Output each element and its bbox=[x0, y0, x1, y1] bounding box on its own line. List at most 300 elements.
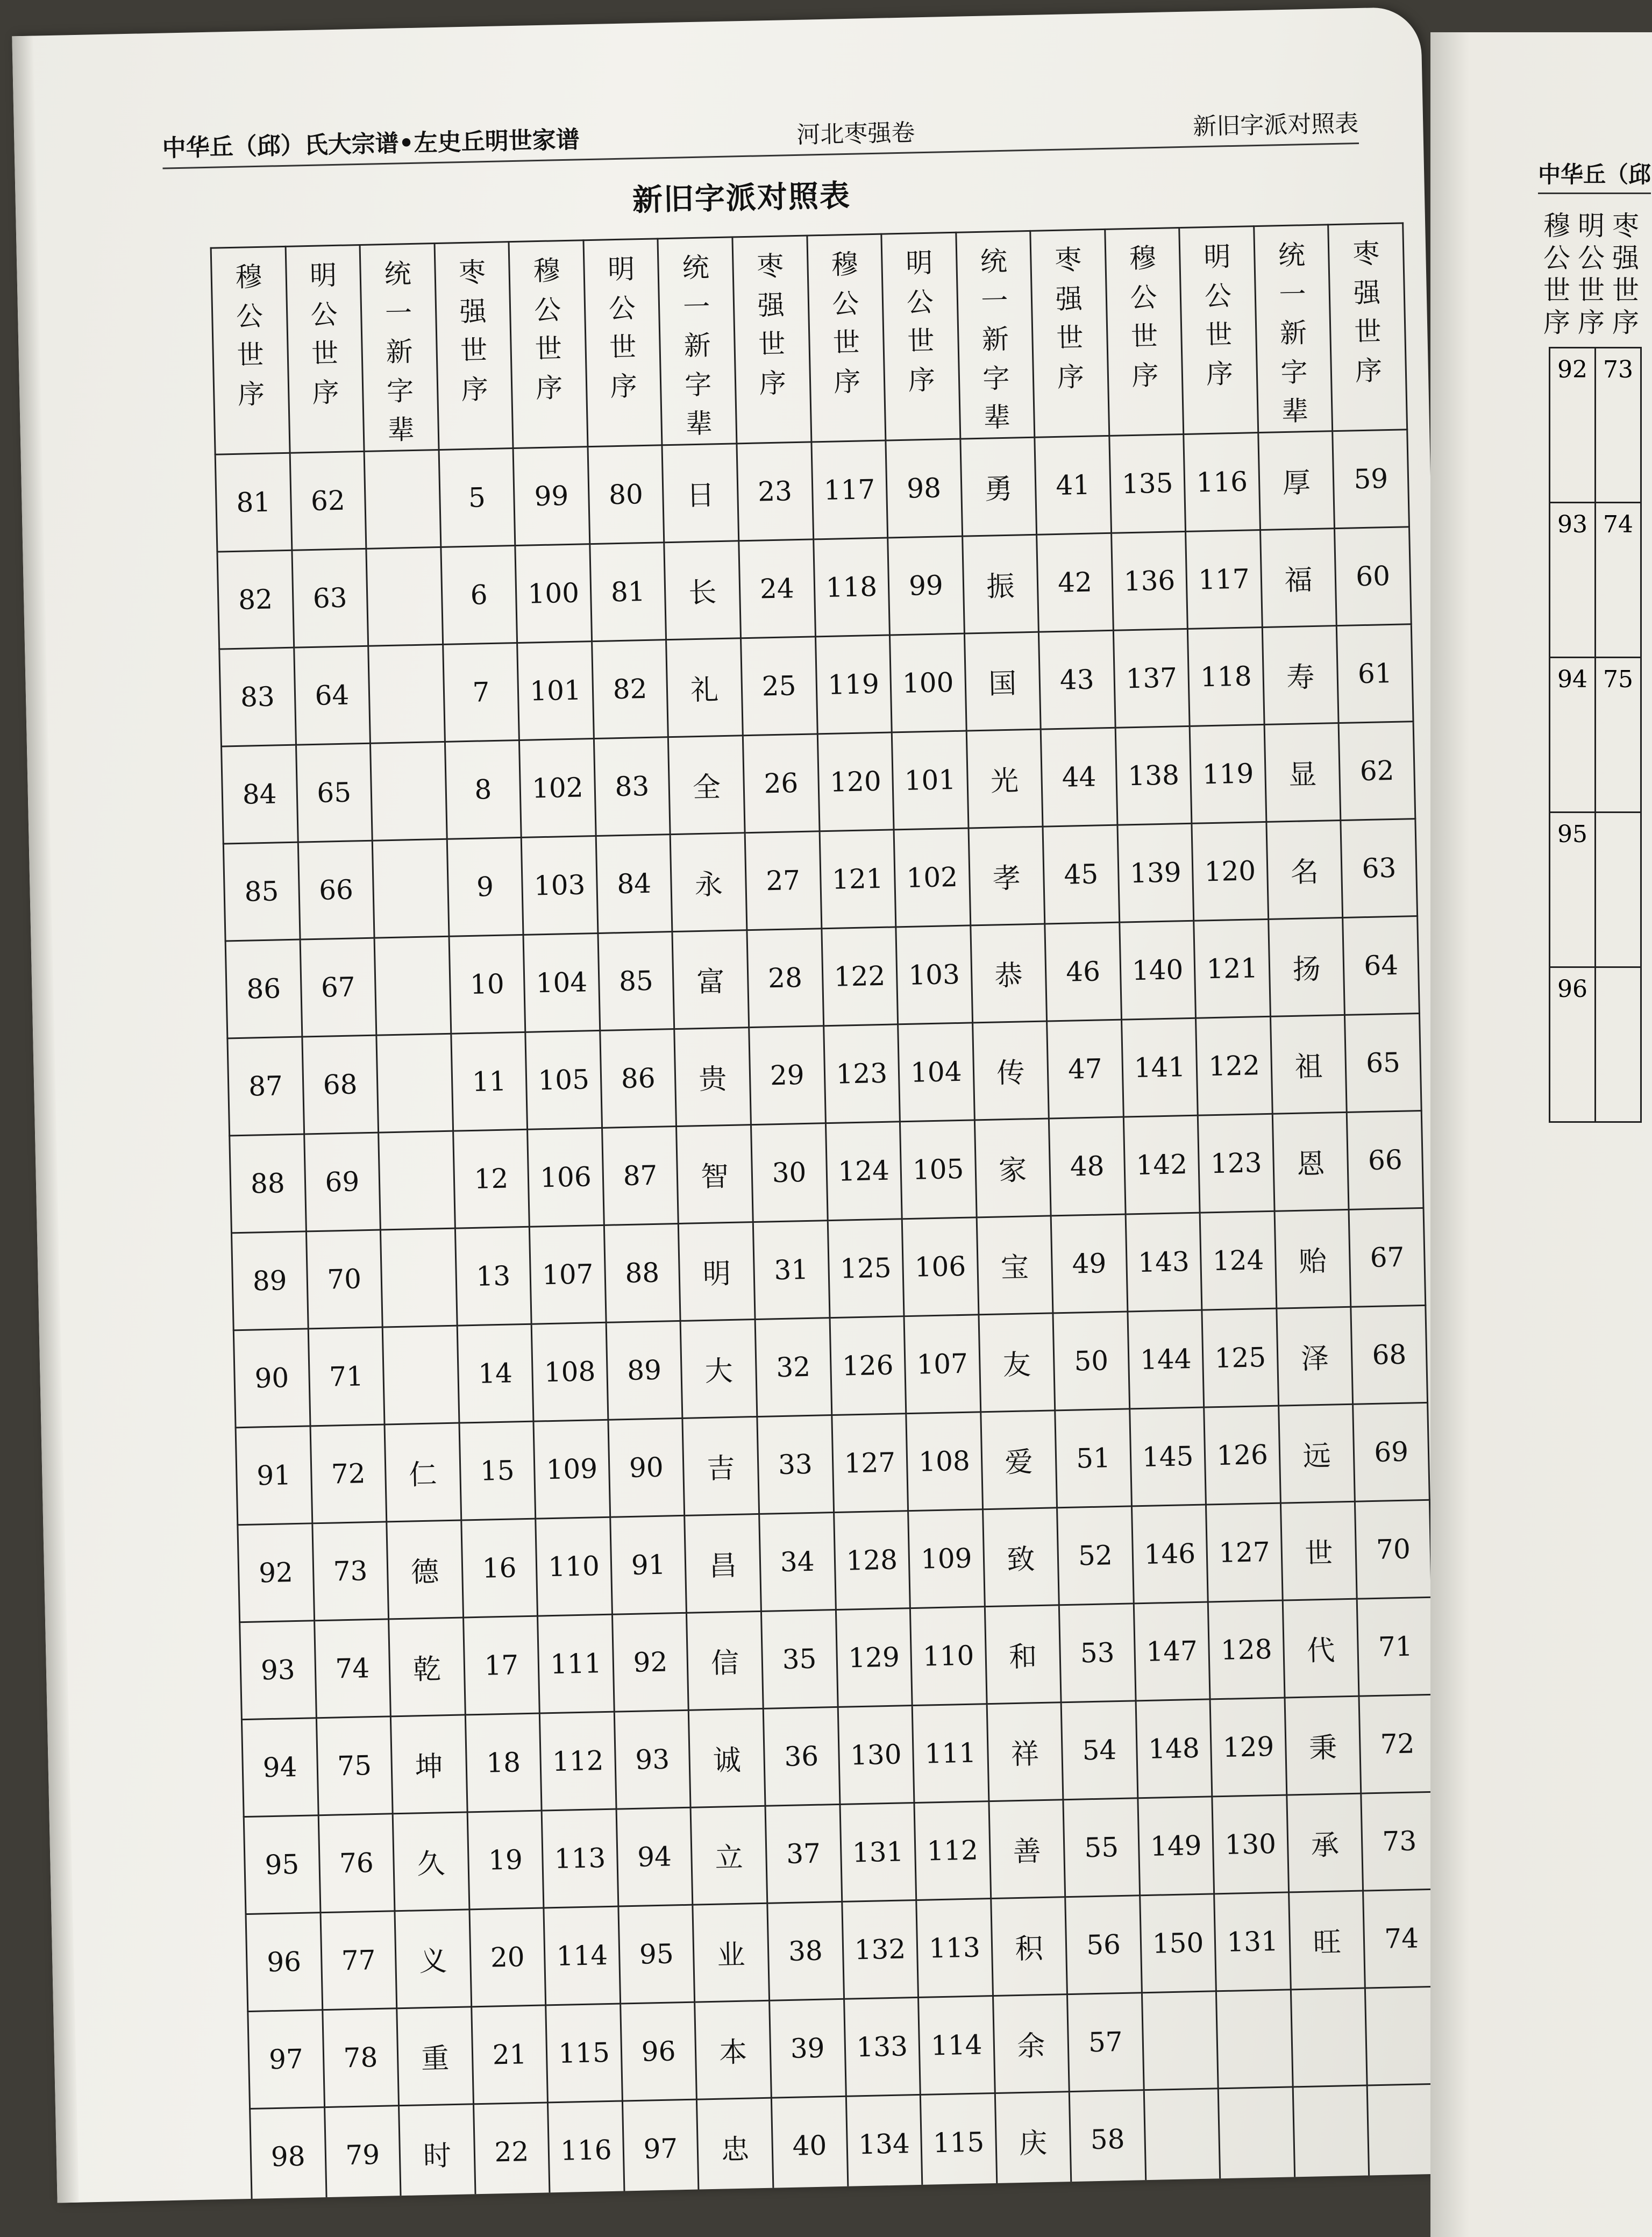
table-cell: 68 bbox=[302, 1035, 378, 1134]
column-header-label: 明公世序 bbox=[309, 259, 340, 409]
table-cell: 127 bbox=[1206, 1503, 1283, 1602]
table-cell: 104 bbox=[898, 1022, 974, 1121]
table-cell: 125 bbox=[828, 1219, 904, 1317]
column-header bbox=[211, 246, 290, 454]
table-cell: 121 bbox=[820, 829, 896, 928]
table-cell bbox=[366, 547, 443, 646]
table-cell: 7 bbox=[443, 643, 519, 742]
table-cell: 友 bbox=[979, 1313, 1055, 1412]
table-cell: 115 bbox=[920, 2093, 996, 2192]
table-cell: 108 bbox=[906, 1412, 982, 1511]
table-cell: 67 bbox=[300, 938, 376, 1037]
table-cell: 132 bbox=[842, 1900, 918, 1999]
table-cell: 56 bbox=[1065, 1895, 1142, 1994]
table-cell: 112 bbox=[914, 1801, 991, 1900]
table-cell: 爱 bbox=[980, 1410, 1057, 1509]
book-gutter bbox=[12, 36, 79, 2203]
table-cell: 礼 bbox=[666, 638, 743, 737]
table-cell bbox=[372, 839, 448, 938]
table-cell: 137 bbox=[1113, 629, 1190, 728]
table-cell: 121 bbox=[1194, 919, 1270, 1018]
table-cell: 长 bbox=[664, 540, 740, 639]
table-cell: 110 bbox=[910, 1606, 986, 1705]
table-cell: 142 bbox=[1123, 1115, 1200, 1214]
table-cell: 10 bbox=[449, 935, 525, 1034]
column-header-label: 枣强世序 bbox=[756, 250, 787, 399]
table-cell: 祥 bbox=[987, 1702, 1063, 1801]
column-header bbox=[286, 245, 365, 452]
table-cell: 85 bbox=[223, 842, 300, 941]
table-cell: 和 bbox=[985, 1605, 1061, 1704]
column-header bbox=[583, 239, 663, 446]
table-cell: 110 bbox=[536, 1517, 612, 1616]
table-cell: 业 bbox=[693, 1903, 769, 2002]
table-cell: 42 bbox=[1037, 533, 1113, 632]
table-cell: 24 bbox=[739, 539, 815, 638]
table-cell: 125 bbox=[1202, 1308, 1278, 1407]
table-cell: 48 bbox=[1049, 1117, 1126, 1216]
table-cell: 65 bbox=[296, 743, 372, 842]
table-cell: 77 bbox=[321, 1911, 397, 2010]
table-cell: 13 bbox=[455, 1227, 531, 1326]
table-cell: 47 bbox=[1047, 1020, 1123, 1118]
table-cell: 102 bbox=[894, 828, 970, 927]
table-cell: 25 bbox=[740, 636, 817, 735]
table-cell bbox=[368, 644, 445, 743]
table-cell: 73 bbox=[1361, 1792, 1437, 1891]
table-cell: 84 bbox=[222, 745, 298, 844]
right-page-header-line: 序序序 bbox=[1543, 307, 1647, 338]
right-page-header-line: 穆明枣 bbox=[1543, 210, 1647, 241]
table-cell: 109 bbox=[533, 1420, 610, 1519]
table-cell: 94 bbox=[616, 1807, 693, 1906]
table-cell: 振 bbox=[962, 535, 1038, 633]
table-cell bbox=[379, 1131, 455, 1230]
table-cell: 89 bbox=[606, 1321, 682, 1420]
table-cell bbox=[1216, 1989, 1293, 2088]
table-cell: 71 bbox=[1357, 1597, 1434, 1696]
table-cell: 祖 bbox=[1270, 1015, 1347, 1114]
table-cell: 吉 bbox=[682, 1416, 759, 1515]
table-cell: 34 bbox=[759, 1512, 836, 1611]
column-header bbox=[1179, 226, 1258, 434]
table-cell bbox=[371, 742, 447, 840]
right-page-table bbox=[1549, 347, 1642, 1123]
table-cell: 19 bbox=[467, 1811, 544, 1910]
table-cell: 130 bbox=[1212, 1795, 1288, 1894]
table-cell: 64 bbox=[1343, 916, 1419, 1015]
table-cell: 126 bbox=[1204, 1406, 1280, 1505]
table-cell: 88 bbox=[604, 1223, 680, 1322]
table-cell: 久 bbox=[393, 1812, 469, 1911]
generation-comparison-table bbox=[210, 222, 1445, 2203]
table-cell: 68 bbox=[1351, 1305, 1427, 1404]
table-cell: 126 bbox=[830, 1316, 906, 1415]
table-cell: 53 bbox=[1059, 1603, 1135, 1702]
table-cell: 家 bbox=[974, 1118, 1051, 1217]
table-cell: 69 bbox=[1353, 1402, 1429, 1501]
table-cell: 147 bbox=[1134, 1601, 1210, 1700]
table-cell: 86 bbox=[225, 939, 302, 1038]
table-cell: 103 bbox=[521, 836, 597, 935]
column-header bbox=[1030, 229, 1109, 437]
table-cell: 12 bbox=[453, 1129, 529, 1228]
table-cell: 72 bbox=[310, 1424, 387, 1523]
table-cell: 138 bbox=[1115, 726, 1192, 825]
table-cell: 74 bbox=[1363, 1889, 1440, 1988]
table-header-row bbox=[211, 223, 1407, 454]
table-cell: 27 bbox=[745, 831, 821, 930]
right-page bbox=[1430, 32, 1652, 2237]
table-cell: 18 bbox=[465, 1713, 542, 1812]
table-cell: 光 bbox=[966, 729, 1043, 828]
table-cell: 本 bbox=[695, 2000, 771, 2099]
table-cell: 39 bbox=[770, 1999, 846, 2098]
table-cell: 宝 bbox=[977, 1215, 1053, 1314]
table-cell: 131 bbox=[1214, 1892, 1291, 1991]
table-cell: 150 bbox=[1140, 1893, 1216, 1992]
table-cell: 95 bbox=[618, 1905, 695, 2004]
table-cell: 66 bbox=[298, 840, 374, 939]
table-cell: 140 bbox=[1119, 921, 1195, 1020]
table-cell: 孝 bbox=[969, 827, 1045, 925]
table-cell: 63 bbox=[291, 548, 368, 647]
table-cell: 118 bbox=[813, 538, 889, 637]
table-cell: 明 bbox=[679, 1222, 755, 1321]
table-cell: 30 bbox=[751, 1123, 827, 1222]
table-cell: 84 bbox=[596, 834, 672, 933]
table-cell: 105 bbox=[900, 1120, 976, 1219]
table-cell: 余 bbox=[993, 1994, 1069, 2093]
column-header bbox=[1254, 225, 1333, 432]
table-cell: 134 bbox=[846, 2094, 922, 2193]
table-cell: 106 bbox=[902, 1217, 978, 1316]
right-cell: 95 bbox=[1550, 813, 1596, 967]
table-cell: 45 bbox=[1043, 825, 1119, 924]
table-cell: 庆 bbox=[995, 2091, 1071, 2190]
column-header bbox=[1105, 228, 1184, 436]
table-cell: 65 bbox=[1345, 1013, 1421, 1112]
table-cell: 贻 bbox=[1274, 1209, 1351, 1308]
table-cell: 87 bbox=[602, 1126, 678, 1225]
left-page bbox=[12, 7, 1466, 2203]
table-cell: 62 bbox=[1339, 721, 1415, 820]
table-cell bbox=[381, 1228, 457, 1327]
table-cell bbox=[1144, 2088, 1220, 2187]
table-cell: 6 bbox=[441, 545, 517, 644]
table-cell: 秉 bbox=[1285, 1696, 1361, 1795]
table-cell: 69 bbox=[304, 1132, 380, 1231]
column-header-label: 穆公世序 bbox=[1129, 242, 1159, 391]
table-cell: 5 bbox=[439, 448, 515, 547]
table-cell: 38 bbox=[767, 1901, 844, 2000]
table-cell: 寿 bbox=[1262, 625, 1338, 724]
table-cell: 100 bbox=[890, 633, 966, 732]
table-cell: 代 bbox=[1283, 1599, 1359, 1698]
table-cell: 143 bbox=[1126, 1213, 1202, 1312]
table-cell: 60 bbox=[1335, 526, 1411, 625]
table-cell: 世 bbox=[1280, 1501, 1357, 1600]
column-header bbox=[360, 244, 439, 451]
table-cell: 旺 bbox=[1288, 1891, 1365, 1990]
table-title: 新旧字派对照表 bbox=[632, 178, 851, 218]
table-cell: 128 bbox=[1208, 1600, 1285, 1699]
right-page-header: 中华丘（邱 bbox=[1538, 157, 1651, 194]
table-cell: 59 bbox=[1333, 429, 1409, 528]
table-cell: 74 bbox=[314, 1619, 390, 1718]
table-cell: 79 bbox=[324, 2105, 401, 2203]
right-page-header-line: 世世世 bbox=[1543, 275, 1647, 306]
table-cell: 61 bbox=[1337, 624, 1413, 723]
table-cell: 21 bbox=[471, 2005, 547, 2104]
table-cell: 恭 bbox=[970, 924, 1046, 1023]
table-cell: 33 bbox=[757, 1415, 834, 1514]
column-header-label: 穆公世序 bbox=[533, 255, 563, 404]
table-cell: 66 bbox=[1347, 1110, 1423, 1209]
right-cell: 93 bbox=[1550, 503, 1596, 658]
table-cell: 忠 bbox=[697, 2098, 773, 2197]
column-header bbox=[658, 237, 737, 445]
table-cell: 31 bbox=[753, 1220, 829, 1319]
table-cell: 96 bbox=[246, 1912, 322, 2011]
table-cell bbox=[1293, 2085, 1369, 2184]
table-cell: 92 bbox=[612, 1613, 688, 1712]
table-cell: 72 bbox=[1359, 1694, 1435, 1793]
table-cell: 106 bbox=[528, 1128, 604, 1227]
table-cell: 123 bbox=[823, 1024, 900, 1123]
table-cell: 70 bbox=[306, 1230, 382, 1329]
table-cell: 41 bbox=[1035, 436, 1111, 535]
table-cell: 67 bbox=[1349, 1208, 1425, 1307]
table-cell: 93 bbox=[240, 1620, 316, 1719]
column-header-label: 统一新字辈 bbox=[384, 258, 415, 446]
table-cell: 97 bbox=[622, 2099, 699, 2198]
column-header bbox=[807, 234, 886, 441]
table-cell: 78 bbox=[322, 2008, 398, 2107]
column-header bbox=[1328, 223, 1407, 431]
table-cell: 46 bbox=[1045, 922, 1121, 1021]
table-cell: 58 bbox=[1069, 2090, 1145, 2189]
table-cell: 仁 bbox=[384, 1423, 461, 1522]
table-cell: 99 bbox=[888, 536, 964, 635]
table-cell: 111 bbox=[912, 1704, 988, 1803]
column-header-label: 明公世序 bbox=[905, 247, 936, 396]
table-cell: 远 bbox=[1279, 1404, 1355, 1503]
table-cell: 105 bbox=[525, 1030, 602, 1129]
column-header-label: 明公世序 bbox=[607, 253, 638, 402]
table-cell: 40 bbox=[771, 2096, 848, 2195]
table-cell: 80 bbox=[588, 445, 664, 544]
table-cell: 108 bbox=[531, 1322, 608, 1421]
right-cell: 94 bbox=[1550, 658, 1596, 813]
table-cell: 122 bbox=[821, 927, 898, 1025]
table-cell: 16 bbox=[461, 1519, 537, 1618]
table-cell: 49 bbox=[1051, 1214, 1127, 1313]
table-cell: 70 bbox=[1355, 1500, 1432, 1599]
table-cell: 98 bbox=[886, 439, 962, 538]
table-cell: 全 bbox=[668, 735, 745, 834]
table-cell bbox=[364, 450, 440, 548]
table-cell: 44 bbox=[1041, 728, 1117, 827]
table-cell: 20 bbox=[469, 1907, 546, 2006]
table-cell: 120 bbox=[1192, 822, 1268, 921]
table-cell: 福 bbox=[1260, 528, 1336, 627]
table-cell: 115 bbox=[546, 2004, 622, 2103]
table-cell: 124 bbox=[825, 1121, 902, 1220]
table-cell bbox=[1291, 1988, 1367, 2087]
table-cell: 14 bbox=[457, 1324, 533, 1423]
table-cell: 德 bbox=[387, 1520, 463, 1619]
table-cell: 93 bbox=[614, 1710, 690, 1809]
table-cell: 恩 bbox=[1272, 1112, 1349, 1211]
table-cell: 103 bbox=[896, 925, 972, 1024]
table-cell: 101 bbox=[892, 731, 968, 830]
table-cell: 智 bbox=[677, 1124, 753, 1223]
table-cell: 厚 bbox=[1258, 431, 1335, 530]
column-header bbox=[881, 232, 960, 440]
table-cell: 积 bbox=[991, 1897, 1067, 1996]
table-cell: 122 bbox=[1196, 1016, 1272, 1115]
table-cell: 乾 bbox=[389, 1618, 465, 1716]
right-cell: 74 bbox=[1596, 503, 1641, 658]
table-cell: 43 bbox=[1039, 630, 1115, 729]
column-header-label: 统一新字辈 bbox=[682, 252, 713, 440]
table-cell: 100 bbox=[515, 544, 592, 643]
table-cell: 52 bbox=[1057, 1506, 1134, 1605]
table-cell: 144 bbox=[1128, 1310, 1204, 1409]
table-cell: 名 bbox=[1266, 820, 1343, 919]
column-header bbox=[435, 242, 514, 450]
table-cell: 94 bbox=[241, 1718, 318, 1816]
table-cell: 63 bbox=[1341, 818, 1417, 917]
table-cell: 136 bbox=[1111, 531, 1187, 630]
table-cell: 123 bbox=[1198, 1114, 1274, 1213]
table-cell: 92 bbox=[238, 1523, 314, 1622]
table-cell: 91 bbox=[610, 1515, 687, 1614]
table-cell: 81 bbox=[590, 542, 666, 641]
table-cell: 86 bbox=[600, 1029, 677, 1128]
table-cell: 54 bbox=[1061, 1700, 1137, 1799]
column-header-label: 枣强世序 bbox=[1054, 244, 1085, 393]
table-cell: 116 bbox=[548, 2101, 624, 2200]
table-cell: 114 bbox=[918, 1996, 995, 2094]
table-cell: 119 bbox=[815, 635, 892, 733]
table-cell: 113 bbox=[916, 1898, 993, 1997]
table-cell: 130 bbox=[838, 1705, 914, 1804]
table-cell: 36 bbox=[763, 1707, 839, 1806]
table-cell: 139 bbox=[1117, 823, 1194, 922]
table-cell: 133 bbox=[844, 1997, 920, 2096]
table-cell: 62 bbox=[290, 451, 366, 550]
table-cell: 95 bbox=[244, 1815, 320, 1914]
header-section: 新旧字派对照表 bbox=[1192, 110, 1359, 141]
table-cell: 148 bbox=[1136, 1699, 1212, 1798]
table-cell: 89 bbox=[231, 1231, 308, 1330]
table-cell: 112 bbox=[540, 1712, 616, 1811]
table-cell: 信 bbox=[687, 1611, 763, 1710]
table-cell: 37 bbox=[765, 1804, 842, 1903]
table-cell: 大 bbox=[680, 1319, 757, 1418]
table-cell: 102 bbox=[519, 738, 596, 837]
column-header bbox=[956, 231, 1035, 438]
right-page-header-line: 公公强 bbox=[1543, 243, 1647, 274]
table-cell: 32 bbox=[755, 1317, 831, 1416]
table-cell: 26 bbox=[743, 733, 819, 832]
table-cell: 82 bbox=[592, 639, 668, 738]
table-cell: 承 bbox=[1287, 1793, 1363, 1892]
table-cell: 124 bbox=[1200, 1211, 1276, 1310]
table-cell: 96 bbox=[620, 2002, 696, 2101]
table-cell: 81 bbox=[215, 453, 291, 552]
table-cell: 76 bbox=[318, 1813, 395, 1912]
table-cell: 131 bbox=[839, 1803, 916, 1901]
table-cell: 坤 bbox=[390, 1714, 467, 1813]
column-header bbox=[509, 240, 588, 448]
table-cell: 17 bbox=[463, 1616, 539, 1715]
table-cell: 57 bbox=[1067, 1992, 1144, 2091]
table-cell: 107 bbox=[530, 1225, 606, 1324]
table-cell: 82 bbox=[217, 550, 294, 649]
table-cell: 104 bbox=[523, 933, 600, 1032]
table-cell: 90 bbox=[608, 1418, 685, 1517]
table-cell: 9 bbox=[447, 837, 523, 936]
header-volume: 河北枣强卷 bbox=[796, 119, 915, 149]
table-cell: 15 bbox=[459, 1421, 536, 1520]
table-cell: 50 bbox=[1053, 1312, 1129, 1410]
table-cell: 101 bbox=[517, 641, 594, 740]
right-cell: 75 bbox=[1596, 658, 1641, 813]
table-cell: 勇 bbox=[960, 437, 1036, 536]
table-cell: 泽 bbox=[1277, 1307, 1353, 1406]
table-cell: 71 bbox=[308, 1327, 384, 1426]
right-cell bbox=[1596, 967, 1641, 1122]
table-cell: 国 bbox=[964, 632, 1041, 731]
table-cell: 149 bbox=[1138, 1796, 1214, 1895]
table-cell bbox=[376, 1034, 453, 1132]
table-cell bbox=[1142, 1991, 1218, 2090]
table-cell bbox=[382, 1326, 459, 1424]
column-header-label: 穆公世序 bbox=[831, 248, 861, 398]
table-cell: 善 bbox=[989, 1799, 1065, 1898]
table-cell: 重 bbox=[397, 2006, 473, 2105]
table-cell: 135 bbox=[1109, 434, 1186, 533]
table-cell: 88 bbox=[230, 1134, 306, 1233]
right-cell: 73 bbox=[1596, 348, 1641, 503]
table-cell: 83 bbox=[219, 647, 296, 746]
running-header bbox=[162, 99, 1359, 169]
table-cell: 诚 bbox=[689, 1708, 765, 1807]
table-cell: 98 bbox=[250, 2107, 326, 2203]
table-cell bbox=[1219, 2086, 1295, 2185]
table-cell: 22 bbox=[473, 2102, 550, 2201]
table-cell: 90 bbox=[233, 1328, 310, 1427]
table-cell: 75 bbox=[316, 1716, 393, 1815]
column-header-label: 统一新字辈 bbox=[1278, 239, 1309, 428]
header-book-title: 中华丘（邱）氏大宗谱•左史丘明世家谱 bbox=[162, 126, 580, 162]
table-cell: 107 bbox=[904, 1314, 980, 1413]
table-cell: 117 bbox=[811, 440, 887, 539]
table-cell: 113 bbox=[542, 1809, 618, 1908]
table-cell: 83 bbox=[594, 737, 670, 836]
table-cell: 致 bbox=[982, 1507, 1059, 1606]
column-header-label: 穆公世序 bbox=[234, 261, 265, 410]
table-cell: 35 bbox=[761, 1609, 837, 1708]
table-cell: 128 bbox=[834, 1511, 910, 1609]
table-cell: 129 bbox=[836, 1608, 912, 1707]
table-cell: 73 bbox=[312, 1521, 388, 1620]
table-cell bbox=[374, 936, 451, 1035]
table-cell: 扬 bbox=[1269, 917, 1345, 1016]
